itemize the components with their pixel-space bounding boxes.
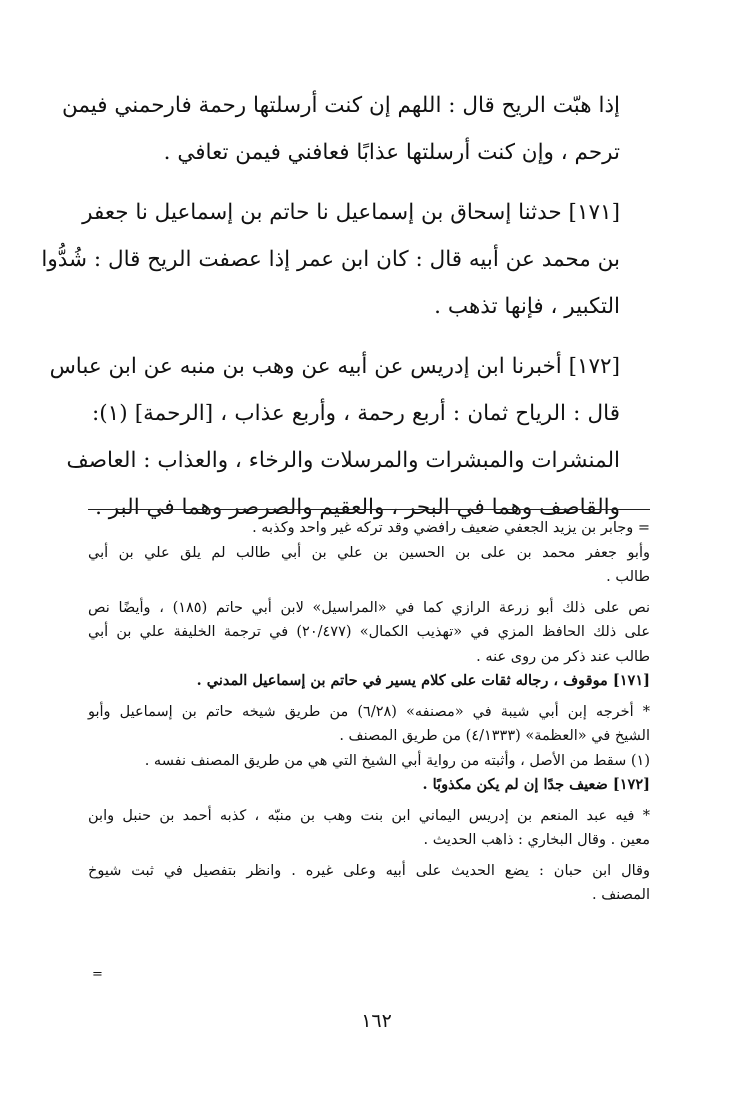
footnote-line: وقال ابن حبان : يضع الحديث على أبيه وعلى غيره . وانظر بتفصيل في ثبت شيوخ — [88, 862, 650, 879]
main-line: قال : الرياح ثمان : أربع رحمة ، وأربع عذاب ، [الرحمة] (١): — [92, 401, 620, 426]
main-line: والقاصف وهما في البحر ، والعقيم والصرصر وهما في البر . — [95, 495, 620, 520]
main-line: المنشرات والمبشرات والمرسلات والرخاء ، والعذاب : العاصف — [66, 448, 620, 473]
footnote-heading: [١٧١] موقوف ، رجاله ثقات على كلام يسير في حاتم بن إسماعيل المدني . — [196, 672, 650, 689]
main-line: بن محمد عن أبيه قال : كان ابن عمر إذا عصفت الريح قال : شُدُّوا — [41, 247, 620, 272]
footnote-heading: [١٧٢] ضعيف جدًا إن لم يكن مكذوبًا . — [422, 776, 650, 793]
main-line: ترحم ، وإن كنت أرسلتها عذابًا فعافني فيمن تعافي . — [163, 140, 620, 165]
footnote-line: طالب عند ذكر من روى عنه . — [476, 648, 650, 665]
footnote-line: نص على ذلك أبو زرعة الرازي كما في «المراسيل» لابن أبي حاتم (١٨٥) ، وأيضًا نص — [88, 599, 650, 616]
footnote-line: * أخرجه إبن أبي شيبة في «مصنفه» (٦/٢٨) من طريق شيخه حاتم بن إسماعيل وأبو — [88, 703, 650, 720]
footnotes — [88, 516, 650, 908]
footnote-line: على ذلك الحافظ المزي في «تهذيب الكمال» (٢٠/٤٧٧) في ترجمة الخليفة علي بن أبي — [88, 624, 650, 640]
footnote-line: طالب . — [606, 569, 650, 585]
main-text — [41, 82, 620, 531]
main-line: التكبير ، فإنها تذهب . — [434, 294, 620, 319]
page-number: ١٦٢ — [361, 1010, 392, 1032]
footnote-separator — [88, 509, 650, 510]
main-line: [١٧١] حدثنا إسحاق بن إسماعيل نا حاتم بن إسماعيل نا جعفر — [82, 200, 620, 225]
footnote-line: = وجابر بن يزيد الجعفي ضعيف رافضي وقد تركه غير واحد وكذبه . — [252, 520, 650, 536]
footnote-line: وأبو جعفر محمد بن على بن الحسين بن علي بن أبي طالب لم يلق علي بن أبي — [88, 544, 650, 561]
continuation-mark: = — [92, 967, 103, 982]
footnote-line: (١) سقط من الأصل ، وأثبته من رواية أبي الشيخ التي هي من طريق المصنف نفسه . — [144, 752, 650, 769]
footnote-line: معين . وقال البخاري : ذاهب الحديث . — [423, 832, 650, 848]
footnote-line: الشيخ في «العظمة» (٤/١٣٣٣) من طريق المصنف . — [339, 728, 650, 744]
footnote-line: * فيه عبد المنعم بن إدريس اليماني ابن بنت وهب بن منبّه ، كذبه أحمد بن حنبل وابن — [88, 807, 650, 824]
main-line: إذا هبّت الريح قال : اللهم إن كنت أرسلتها رحمة فارحمني فيمن — [61, 93, 620, 118]
footnote-line: المصنف . — [591, 887, 650, 903]
main-line: [١٧٢] أخبرنا ابن إدريس عن أبيه عن وهب بن منبه عن ابن عباس — [49, 354, 620, 379]
